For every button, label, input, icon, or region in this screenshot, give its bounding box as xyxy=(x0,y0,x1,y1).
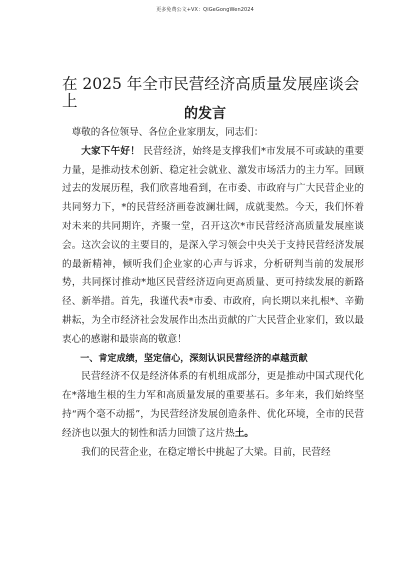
bold-text-end: 土。 xyxy=(234,427,254,439)
greeting: 大家下午好！ xyxy=(81,145,141,157)
body-paragraph: 我们的民营企业，在稳定增长中挑起了大梁。目前，民营经 xyxy=(81,446,331,458)
opening-paragraph-text: 民营经济，始终是支撑我们*市发展不可或缺的重要力量，是推动技术创新、稳定社会就业、激发市场活力的主力军。回顾过去的发展历程，我们欣喜地看到，在市委、市政府与广大民营企业的共同努力下，*的民营经济画卷波澜壮阔，成就斐然。今天，我们怀着对未来的共同期许，齐聚一堂，召开这次*市民营经济高质量发展座谈会。这次会议的主要目的，是深入学习领会中央关于支持民营经济发展的最新精神，倾听我们企业家的心声与诉求，分析研判当前的发展形势，共同探讨推动*地区民营经济迈向更高质量、更可持续发展的新路径、新举措。首先，我谨代表*市委、市政府，向长期以来扎根*、辛勤耕耘，为全市经济社会发展作出杰出贡献的广大民营企业家们，致以最衷心的感谢和最崇高的敬意！ xyxy=(62,145,365,345)
section-heading-1: 一、肯定成绩，坚定信心，深刻认识民营经济的卓越贡献 xyxy=(80,353,308,364)
document-body xyxy=(62,124,364,462)
document-title-continuation: 的发言 xyxy=(184,106,226,122)
opening-paragraph xyxy=(62,143,364,350)
page-header-note: 更多免费公文+VX：QiGeGongWen2024 xyxy=(156,7,254,13)
document-title: 在 2025 年全市民营经济高质量发展座谈会上 xyxy=(62,75,360,110)
body-paragraph: 民营经济不仅是经济体系的有机组成部分，更是推动中国式现代化在*落地生根的生力军和高质量发展的重要基石。多年来，我们始终坚持“两个毫不动摇”，为民营经济发展创造条件、优化环境，全市的民营经济也以强大的韧性和活力回馈了这片热土。 xyxy=(62,371,364,439)
salutation: 尊敬的各位领导、各位企业家朋友，同志们： xyxy=(71,127,264,138)
